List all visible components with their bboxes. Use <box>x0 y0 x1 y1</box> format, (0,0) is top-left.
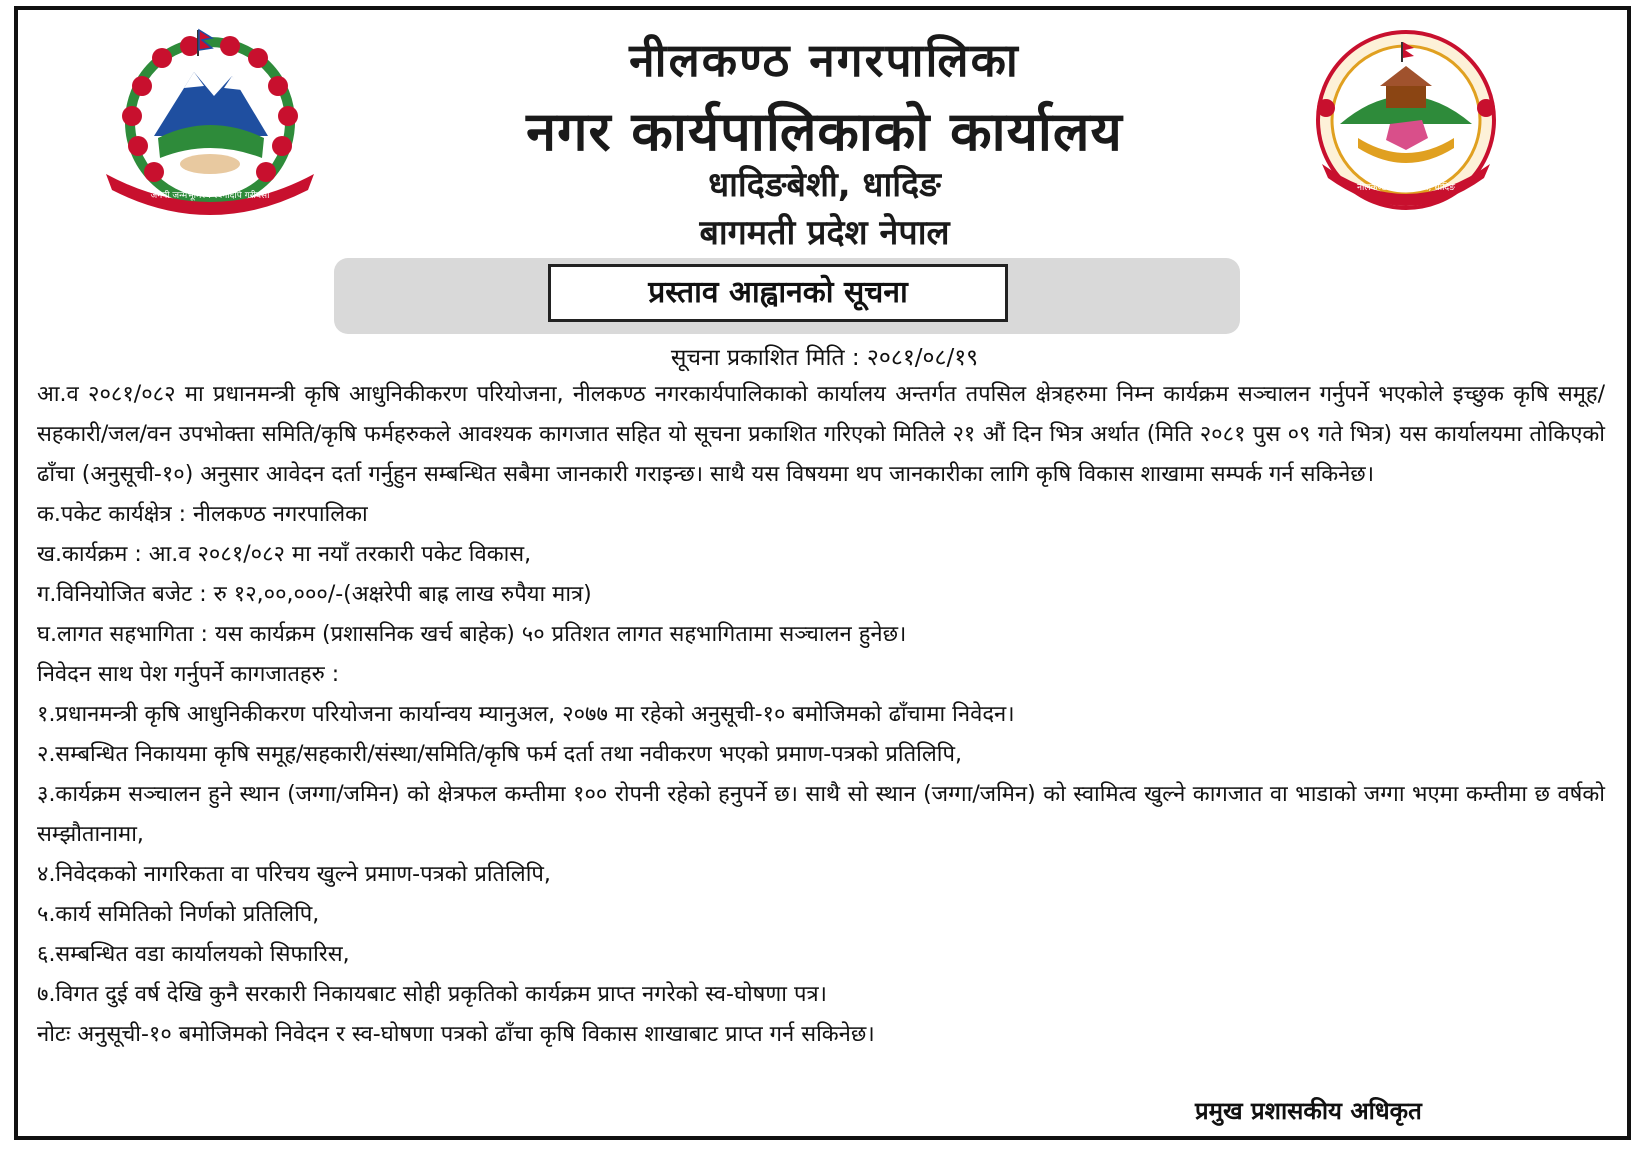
signature-title: प्रमुख प्रशासकीय अधिकृत <box>1195 1097 1422 1125</box>
detail-item: ख.कार्यक्रम : आ.व २०८१/०८२ मा नयाँ तरकारी पकेट विकास, <box>37 542 532 567</box>
municipality-name: नीलकण्ठ नगरपालिका <box>629 33 1020 87</box>
province-country: बागमती प्रदेश नेपाल <box>699 213 950 253</box>
note: नोटः अनुसूची-१० बमोजिमको निवेदन र स्व-घोषणा पत्रको ढाँचा कृषि विकास शाखाबाट प्राप्त गर्न सकिनेछ। <box>37 1022 875 1047</box>
detail-item: क.पकेट कार्यक्षेत्र : नीलकण्ठ नगरपालिका <box>37 502 368 527</box>
office-location: धादिङबेशी, धादिङ <box>708 165 941 205</box>
document-item: १.प्रधानमन्त्री कृषि आधुनिकीकरण परियोजना कार्यान्वय म्यानुअल, २०७७ मा रहेको अनुसूची-१० बमोजिमको ढाँचामा निवेदन। <box>37 702 1015 727</box>
svg-text:जननी जन्मभूमिश्च स्वर्गादपि गर: जननी जन्मभूमिश्च स्वर्गादपि गरीयसी <box>150 191 270 201</box>
document-item: ४.निवेदकको नागरिकता वा परिचय खुल्ने प्रमाण-पत्रको प्रतिलिपि, <box>37 862 551 887</box>
notice-body <box>37 375 1605 1055</box>
document-item: ५.कार्य समितिको निर्णको प्रतिलिपि, <box>37 902 320 927</box>
intro-paragraph: आ.व २०८१/०८२ मा प्रधानमन्त्री कृषि आधुनिकीकरण परियोजना, नीलकण्ठ नगरकार्यपालिकाको कार्यालय अन्तर्गत तपसिल क्षेत्रहरुमा निम्न कार्यक्रम सञ्चालन गर्नुपर्ने भएकोले इच्छुक कृषि समूह/सहकारी/जल/वन उपभोक्ता समिति/कृषि फर्महरुकले आवश्यक कागजात सहित यो सूचना प्रकाशित गरिएको मितिले २१ औं दिन भित्र अर्थात (मिति २०८१ पुस ०९ गते भित्र) यस कार्यालयमा तोकिएको ढाँचा (अनुसूची-१०) अनुसार आवेदन दर्ता गर्नुहुन सम्बन्धित सबैमा जानकारी गराइन्छ। साथै यस विषयमा थप जानकारीका लागि कृषि विकास शाखामा सम्पर्क गर्न सकिनेछ। <box>37 382 1605 487</box>
notice-title: प्रस्ताव आह्वानको सूचना <box>548 264 1008 322</box>
document-item: ६.सम्बन्धित वडा कार्यालयको सिफारिस, <box>37 942 350 967</box>
published-date: सूचना प्रकाशित मिति : २०८१/०८/१९ <box>670 345 979 371</box>
document-item: ७.विगत दुई वर्ष देखि कुनै सरकारी निकायबाट सोही प्रकृतिको कार्यक्रम प्राप्त नगरेको स्व-घोषणा पत्र। <box>37 982 827 1007</box>
detail-item: घ.लागत सहभागिता : यस कार्यक्रम (प्रशासनिक खर्च बाहेक) ५० प्रतिशत लागत सहभागितामा सञ्चालन हुनेछ। <box>37 622 907 647</box>
documents-heading: निवेदन साथ पेश गर्नुपर्ने कागजातहरु : <box>37 662 340 687</box>
document-item: २.सम्बन्धित निकायमा कृषि समूह/सहकारी/संस्था/समिति/कृषि फर्म दर्ता तथा नवीकरण भएको प्रमाण-पत्रको प्रतिलिपि, <box>37 742 962 767</box>
office-name: नगर कार्यपालिकाको कार्यालय <box>526 100 1123 163</box>
svg-text:नीलकण्ठ नगरपालिका, धादिङ: नीलकण्ठ नगरपालिका, धादिङ <box>1357 183 1455 193</box>
detail-item: ग.विनियोजित बजेट : रु १२,००,०००/-(अक्षरेपी बाह्र लाख रुपैया मात्र) <box>37 582 592 607</box>
document-item: ३.कार्यक्रम सञ्चालन हुने स्थान (जग्गा/जमिन) को क्षेत्रफल कम्तीमा १०० रोपनी रहेको हनुपर्ने छ। साथै सो स्थान (जग्गा/जमिन) को स्वामित्व खुल्ने कागजात वा भाडाको जग्गा भएमा कम्तीमा छ वर्षको सम्झौतानामा, <box>37 782 1605 847</box>
